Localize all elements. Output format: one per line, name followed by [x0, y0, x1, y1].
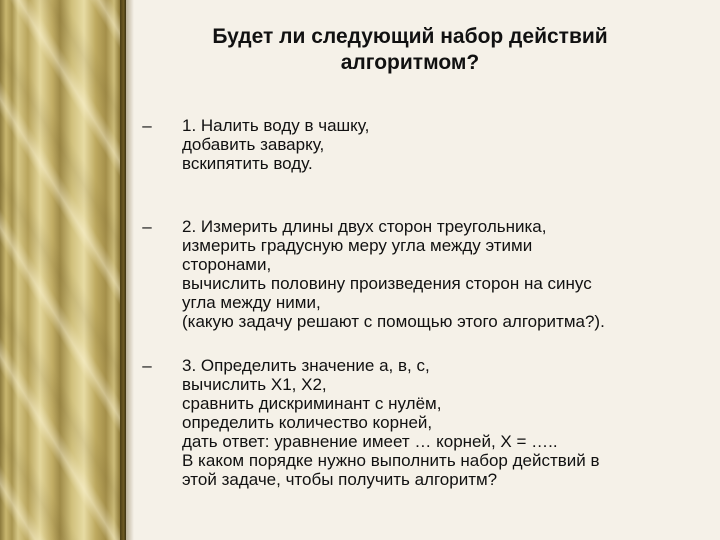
item-line: 3. Определить значение а, в, с, — [182, 356, 430, 375]
item-line: 2. Измерить длины двух сторон треугольника, — [182, 217, 547, 236]
item-line: определить количество корней, — [182, 413, 433, 432]
list-item-text — [182, 116, 702, 173]
list-item-text — [182, 217, 702, 331]
item-line: добавить заварку, — [182, 135, 325, 154]
item-line: В каком порядке нужно выполнить набор действий в — [182, 451, 600, 470]
list-item-text — [182, 356, 702, 489]
item-line: этой задаче, чтобы получить алгоритм? — [182, 470, 498, 489]
bullet-dash: – — [142, 356, 152, 375]
item-line: угла между ними, — [182, 293, 321, 312]
item-line: 1. Налить воду в чашку, — [182, 116, 370, 135]
gold-frame-decoration — [0, 0, 134, 540]
frame-shadow — [126, 0, 134, 540]
item-line: сравнить дискриминант с нулём, — [182, 394, 442, 413]
item-line: измерить градусную меру угла между этими — [182, 236, 533, 255]
gold-texture — [0, 0, 120, 540]
bullet-dash: – — [142, 116, 152, 135]
bullet-dash: – — [142, 217, 152, 236]
slide-title — [140, 24, 680, 76]
item-line: сторонами, — [182, 255, 272, 274]
title-line-1: Будет ли следующий набор действий — [212, 25, 608, 48]
item-line: вскипятить воду. — [182, 154, 313, 173]
item-line: дать ответ: уравнение имеет … корней, Х = ….. — [182, 432, 558, 451]
item-line: вычислить Х1, Х2, — [182, 375, 327, 394]
item-line: (какую задачу решают с помощью этого алгоритма?). — [182, 312, 605, 331]
item-line: вычислить половину произведения сторон на синус — [182, 274, 592, 293]
title-line-2: алгоритмом? — [340, 51, 480, 74]
